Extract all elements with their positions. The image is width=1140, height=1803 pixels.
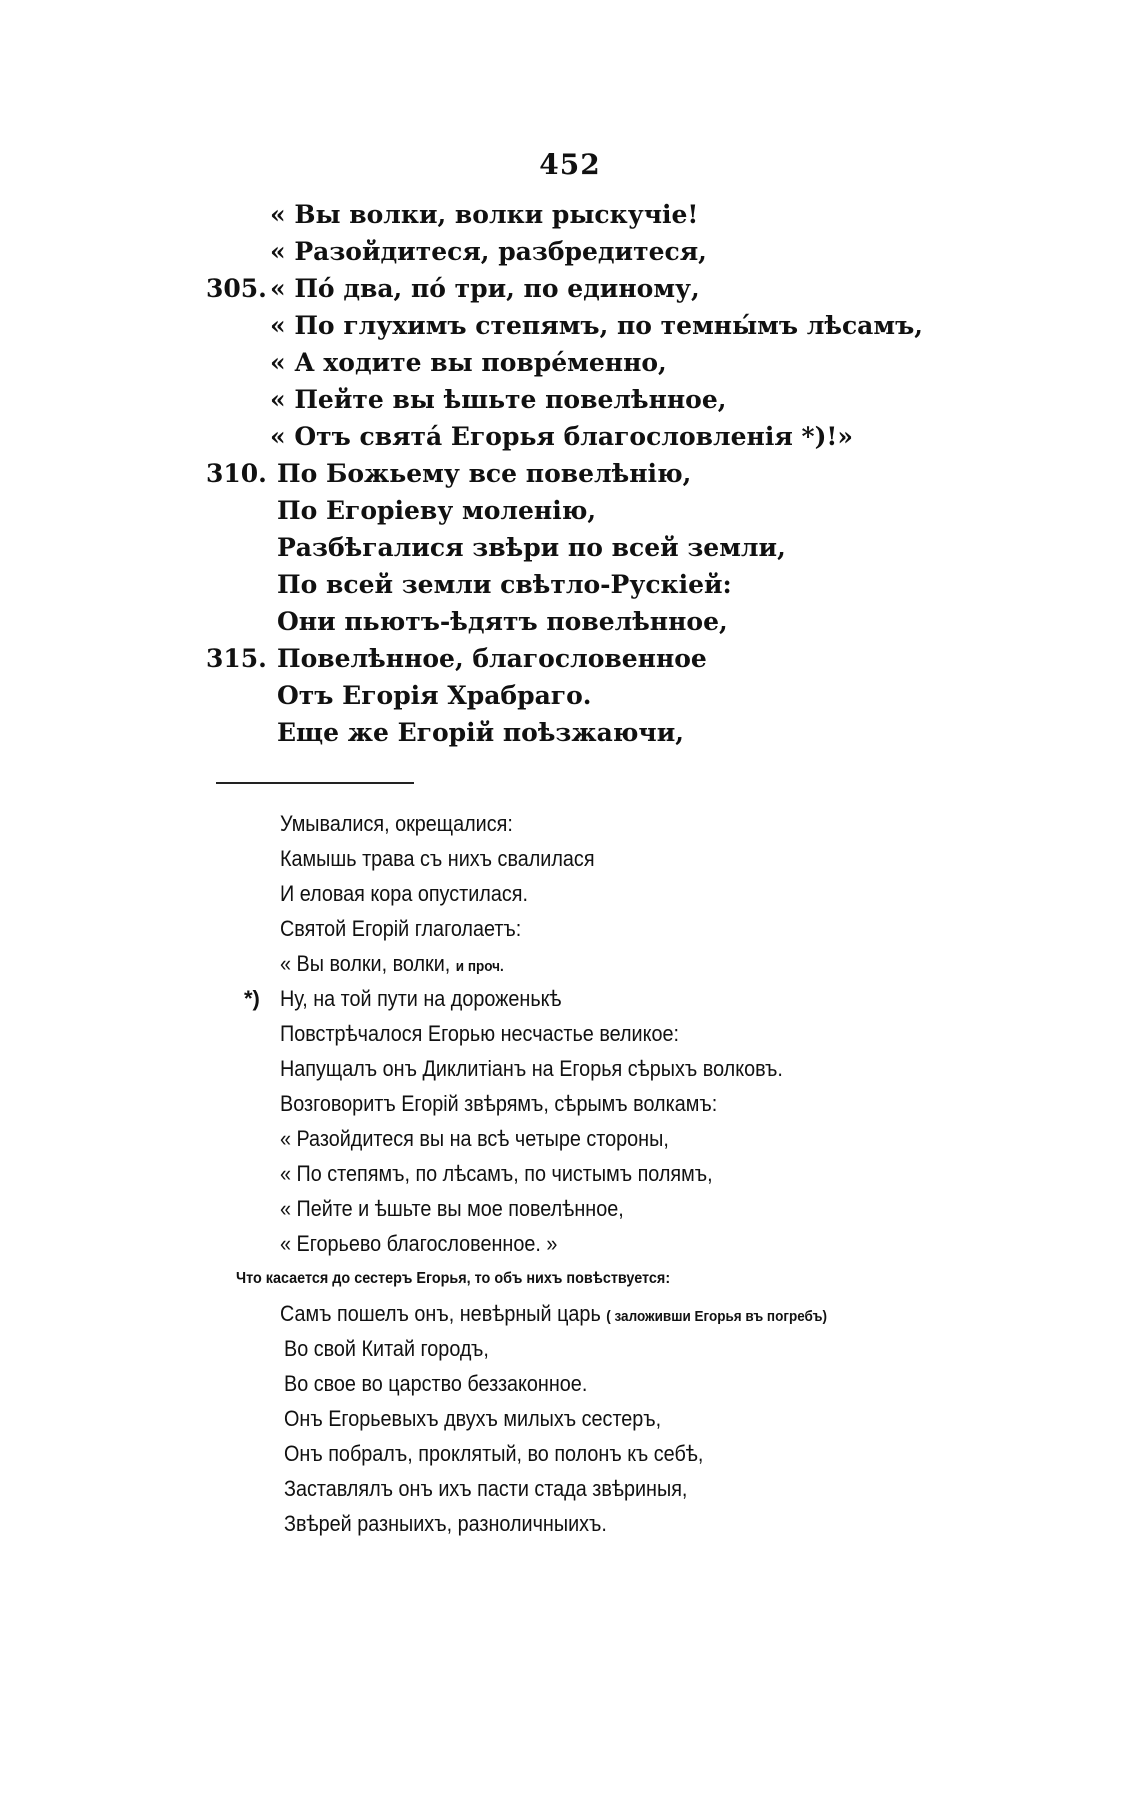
line-text: Еще же Егорій поѣзжаючи, [277,718,684,747]
footnote-line [0,981,1140,1016]
poem-line [0,455,1140,492]
footnote-prose: Что касается до сестеръ Егорья, то объ нихъ повѣствуется: [236,1270,671,1287]
footnote-line [0,1156,1140,1191]
line-text: « Пó два, пó три, по единому, [270,274,700,303]
quote-start: « Вы волки, волки, [280,951,451,976]
line-text: « А ходите вы поврéменно, [270,348,667,377]
footnote-text: Во свой Китай городъ, [284,1336,489,1361]
footnote-text: Повстрѣчалося Егорью несчастье великое: [280,1021,680,1046]
line-text: Они пьютъ-ѣдятъ повелѣнное, [277,607,728,636]
footnote-line [0,1086,1140,1121]
page-number: 452 [539,148,601,181]
poem-block [0,196,1140,751]
line-text: Отъ Егорія Храбраго. [277,681,592,710]
sam-line-start: Самъ пошелъ онъ, невѣрный царь [280,1301,601,1326]
poem-line [0,529,1140,566]
footnote-line [0,1121,1140,1156]
line-text: « Пейте вы ѣшьте повелѣнное, [270,385,727,414]
footnote-text: Онъ Егорьевыхъ двухъ милыхъ сестеръ, [284,1406,662,1431]
footnote-line [0,1191,1140,1226]
footnote-text: « Егорьево благословенное. » [280,1231,558,1256]
poem-line [0,307,1140,344]
footnote-text: Камышь трава съ нихъ свалилася [280,846,595,871]
poem-line [0,677,1140,714]
footnote-line [0,1471,1140,1506]
footnote-line [0,1331,1140,1366]
line-text: « Отъ святá Егорья благословленія *)!» [270,422,853,451]
footnote-text: Возговоритъ Егорій звѣрямъ, сѣрымъ волкамъ: [280,1091,718,1116]
line-text: Повелѣнное, благословенное [277,644,707,673]
footnote-text: Напущалъ онъ Диклитіанъ на Егорья сѣрыхъ волковъ. [280,1056,783,1081]
line-number: 310. [206,459,267,488]
footnote-block [0,806,1140,1541]
footnote-line [0,1506,1140,1541]
poem-line [0,492,1140,529]
quote-end: и проч. [455,958,504,975]
footnote-text: Во свое во царство беззаконное. [284,1371,588,1396]
footnote-line [0,806,1140,841]
footnote-line [0,1296,1140,1331]
footnote-text: Звѣрей разныихъ, разноличныихъ. [284,1511,607,1536]
footnote-text [280,946,504,984]
footnote-line [0,1051,1140,1086]
footnote-text: « Разойдитеся вы на всѣ четыре стороны, [280,1126,669,1151]
poem-line [0,270,1140,307]
poem-line [0,603,1140,640]
line-number: 315. [206,644,267,673]
line-number: 305. [206,274,267,303]
footnote-line [0,1016,1140,1051]
line-text: По всей земли свѣтло-Рускіей: [277,570,732,599]
footnote-marker: *) [244,986,260,1011]
poem-line [0,640,1140,677]
footnote-text: Онъ побралъ, проклятый, во полонъ къ себѣ, [284,1441,704,1466]
footnote-text: « По степямъ, по лѣсамъ, по чистымъ полямъ, [280,1161,713,1186]
footnote-line [0,841,1140,876]
footnote-line [0,1366,1140,1401]
line-text: Разбѣгалися звѣри по всей земли, [277,533,786,562]
poem-line [0,714,1140,751]
footnote-line [0,1401,1140,1436]
line-text: По Божьему все повелѣнію, [277,459,692,488]
poem-line [0,233,1140,270]
footnote-text: Ну, на той пути на дороженькѣ [280,986,562,1011]
footnote-text: И еловая кора опустилася. [280,881,528,906]
footnote-text: « Пейте и ѣшьте вы мое повелѣнное, [280,1196,624,1221]
poem-line [0,381,1140,418]
footnote-text: Святой Егорій глаголаетъ: [280,916,522,941]
poem-line [0,418,1140,455]
line-text: « По глухимъ степямъ, по темны́мъ лѣсамъ, [270,311,923,340]
footnote-line [0,1261,1140,1296]
footnote-divider [216,782,414,784]
poem-line [0,344,1140,381]
poem-line [0,566,1140,603]
sam-line-paren: ( заложивши Егорья въ погребъ) [606,1308,828,1325]
line-text: « Разойдитеся, разбредитеся, [270,237,707,266]
poem-line [0,196,1140,233]
line-text: По Егоріеву моленію, [277,496,597,525]
line-text: « Вы волки, волки рыскучіе! [270,200,699,229]
footnote-line [0,1226,1140,1261]
footnote-line [0,1436,1140,1471]
footnote-line [0,911,1140,946]
footnote-line [0,946,1140,981]
footnote-line [0,876,1140,911]
footnote-text [280,1296,827,1334]
footnote-text: Умывалися, окрещалися: [280,811,513,836]
footnote-text: Заставлялъ онъ ихъ пасти стада звѣриныя, [284,1476,688,1501]
